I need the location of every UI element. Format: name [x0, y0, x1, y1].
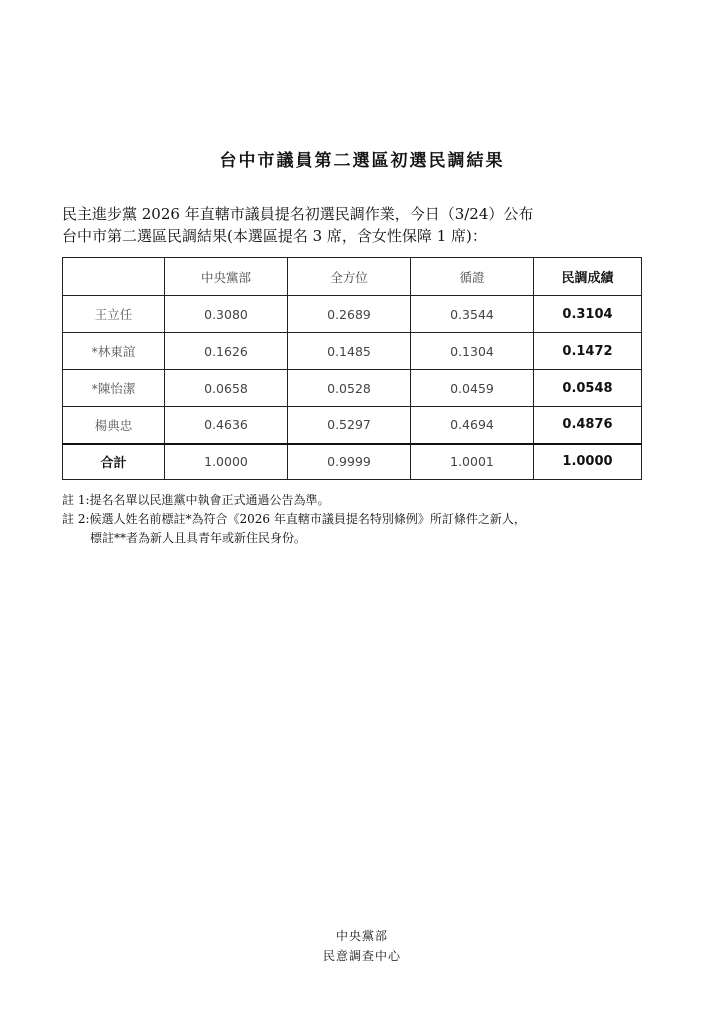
table-row [63, 296, 642, 333]
table-row [63, 407, 642, 444]
cell-score: 0.3104 [534, 296, 642, 333]
cell-value: 0.0658 [165, 370, 288, 407]
table-header-row [63, 258, 642, 296]
results-table [62, 257, 642, 480]
header-central: 中央黨部 [165, 258, 288, 296]
footer-signature [0, 926, 724, 966]
cell-value: 0.4636 [165, 407, 288, 444]
footer-org: 中央黨部 [335, 929, 388, 943]
intro-paragraph [62, 203, 533, 247]
header-xunzheng: 循證 [411, 258, 534, 296]
header-poll-score: 民調成績 [534, 258, 642, 296]
total-label: 合計 [63, 444, 165, 480]
document-title: 台中市議員第二選區初選民調結果 [219, 151, 505, 171]
intro-line-1: 民主進步黨 2026 年直轄市議員提名初選民調作業，今日（3/24）公布 [62, 205, 534, 223]
candidate-name: *陳怡潔 [63, 370, 165, 407]
cell-value: 0.3080 [165, 296, 288, 333]
total-value: 1.0000 [165, 444, 288, 480]
footer-dept: 民意調查中心 [322, 949, 401, 963]
cell-value: 0.3544 [411, 296, 534, 333]
note-2-continued: 標註**者為新人且具青年或新住民身份。 [90, 531, 307, 545]
candidate-name: 楊典忠 [63, 407, 165, 444]
total-score: 1.0000 [534, 444, 642, 480]
cell-score: 0.4876 [534, 407, 642, 444]
cell-value: 0.4694 [411, 407, 534, 444]
intro-line-2: 台中市第二選區民調結果(本選區提名 3 席，含女性保障 1 席)： [62, 227, 487, 245]
header-empty [63, 258, 165, 296]
header-quanfangwei: 全方位 [288, 258, 411, 296]
cell-value: 0.1626 [165, 333, 288, 370]
cell-value: 0.1304 [411, 333, 534, 370]
table-total-row [63, 444, 642, 480]
cell-value: 0.0528 [288, 370, 411, 407]
candidate-name: *林東誼 [63, 333, 165, 370]
note-2: 註 2:候選人姓名前標註*為符合《2026 年直轄市議員提名特別條例》所訂條件之新人， [62, 512, 526, 526]
cell-score: 0.1472 [534, 333, 642, 370]
table-row [63, 370, 642, 407]
table-row [63, 333, 642, 370]
note-1: 註 1:提名名單以民進黨中執會正式通過公告為準。 [62, 493, 330, 507]
cell-value: 0.2689 [288, 296, 411, 333]
candidate-name: 王立任 [63, 296, 165, 333]
cell-score: 0.0548 [534, 370, 642, 407]
notes [62, 491, 526, 548]
cell-value: 0.0459 [411, 370, 534, 407]
total-value: 1.0001 [411, 444, 534, 480]
total-value: 0.9999 [288, 444, 411, 480]
cell-value: 0.5297 [288, 407, 411, 444]
cell-value: 0.1485 [288, 333, 411, 370]
